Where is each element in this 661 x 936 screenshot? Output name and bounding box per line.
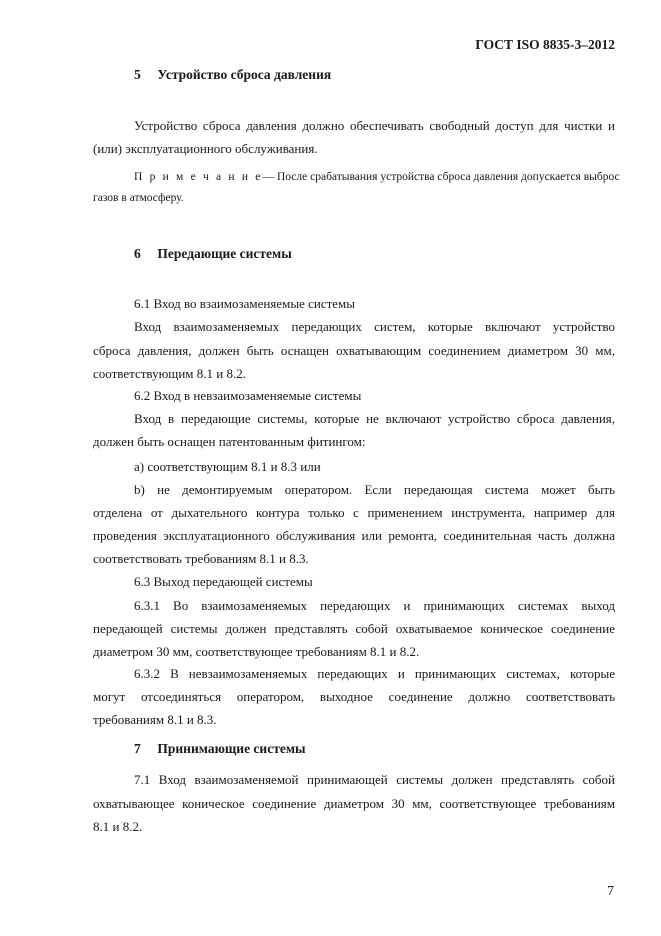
clause-6-2-line-2: должен быть оснащен патентованным фитингом: <box>93 434 366 449</box>
clause-6-3-2-line-3: требованиям 8.1 и 8.3. <box>93 712 217 727</box>
clause-6-1-line-1: Вход взаимозаменяемых передающих систем, которые включают устройство <box>134 319 615 334</box>
section-7-heading <box>134 741 306 757</box>
s5-para-line-2: (или) эксплуатационного обслуживания. <box>93 141 318 156</box>
clause-6-2-title: 6.2 Вход в невзаимозаменяемые системы <box>134 388 362 403</box>
clause-6-3-1-line-2: передающей системы должен представлять собой охватываемое коническое соединение <box>93 621 615 636</box>
clause-6-2-item-b-line-1: b) не демонтируемым оператором. Если передающая система может быть <box>134 482 615 497</box>
clause-6-1-line-3: соответствующим 8.1 и 8.2. <box>93 366 246 381</box>
page-number: 7 <box>607 883 614 898</box>
section-6-heading <box>134 246 292 262</box>
clause-6-3-2-line-2: могут отсоединяться оператором, выходное соединение должно соответствовать <box>93 689 615 704</box>
clause-6-3-1-line-3: диаметром 30 мм, соответствующее требованиям 8.1 и 8.2. <box>93 644 420 659</box>
clause-6-2-item-a: а) соответствующим 8.1 и 8.3 или <box>134 459 321 474</box>
note-label: П р и м е ч а н и е <box>134 171 263 183</box>
note-text: — После срабатывания устройства сброса давления допускается выброс <box>262 171 620 183</box>
section-6-title: Передающие системы <box>157 246 292 261</box>
clause-6-2-line-1: Вход в передающие системы, которые не включают устройство сброса давления, <box>134 411 615 426</box>
clause-7-1-line-3: 8.1 и 8.2. <box>93 819 143 834</box>
clause-7-1-line-2: охватывающее коническое соединение диаметром 30 мм, соответствующее требованиям <box>93 796 615 811</box>
clause-6-1-line-2: сброса давления, должен быть оснащен охватывающим соединением диаметром 30 мм, <box>93 343 615 358</box>
s5-note-line-1 <box>134 171 620 183</box>
section-5-heading <box>134 67 331 83</box>
clause-6-2-item-b-line-2: отделена от дыхательного контура только с применением инструмента, например для <box>93 505 615 520</box>
clause-6-2-item-b-line-3: проведения эксплуатационного обслуживания или ремонта, соединительная часть должна <box>93 528 615 543</box>
s5-para-line-1: Устройство сброса давления должно обеспечивать свободный доступ для чистки и <box>134 118 615 133</box>
section-5-title: Устройство сброса давления <box>157 67 332 82</box>
section-5-number: 5 <box>134 67 141 82</box>
clause-6-3-title: 6.3 Выход передающей системы <box>134 574 313 589</box>
section-7-title: Принимающие системы <box>157 741 306 756</box>
clause-6-1-title: 6.1 Вход во взаимозаменяемые системы <box>134 296 356 311</box>
s5-note-line-2: газов в атмосферу. <box>93 192 184 204</box>
section-6-number: 6 <box>134 246 141 261</box>
clause-7-1-line-1: 7.1 Вход взаимозаменяемой принимающей системы должен представлять собой <box>134 772 615 787</box>
clause-6-2-item-b-line-4: соответствовать требованиям 8.1 и 8.3. <box>93 551 309 566</box>
clause-6-3-2-line-1: 6.3.2 В невзаимозаменяемых передающих и принимающих системах, которые <box>134 666 615 681</box>
section-7-number: 7 <box>134 741 141 756</box>
clause-6-3-1-line-1: 6.3.1 Во взаимозаменяемых передающих и принимающих системах выход <box>134 598 615 613</box>
document-header: ГОСТ ISO 8835-3–2012 <box>475 37 615 52</box>
